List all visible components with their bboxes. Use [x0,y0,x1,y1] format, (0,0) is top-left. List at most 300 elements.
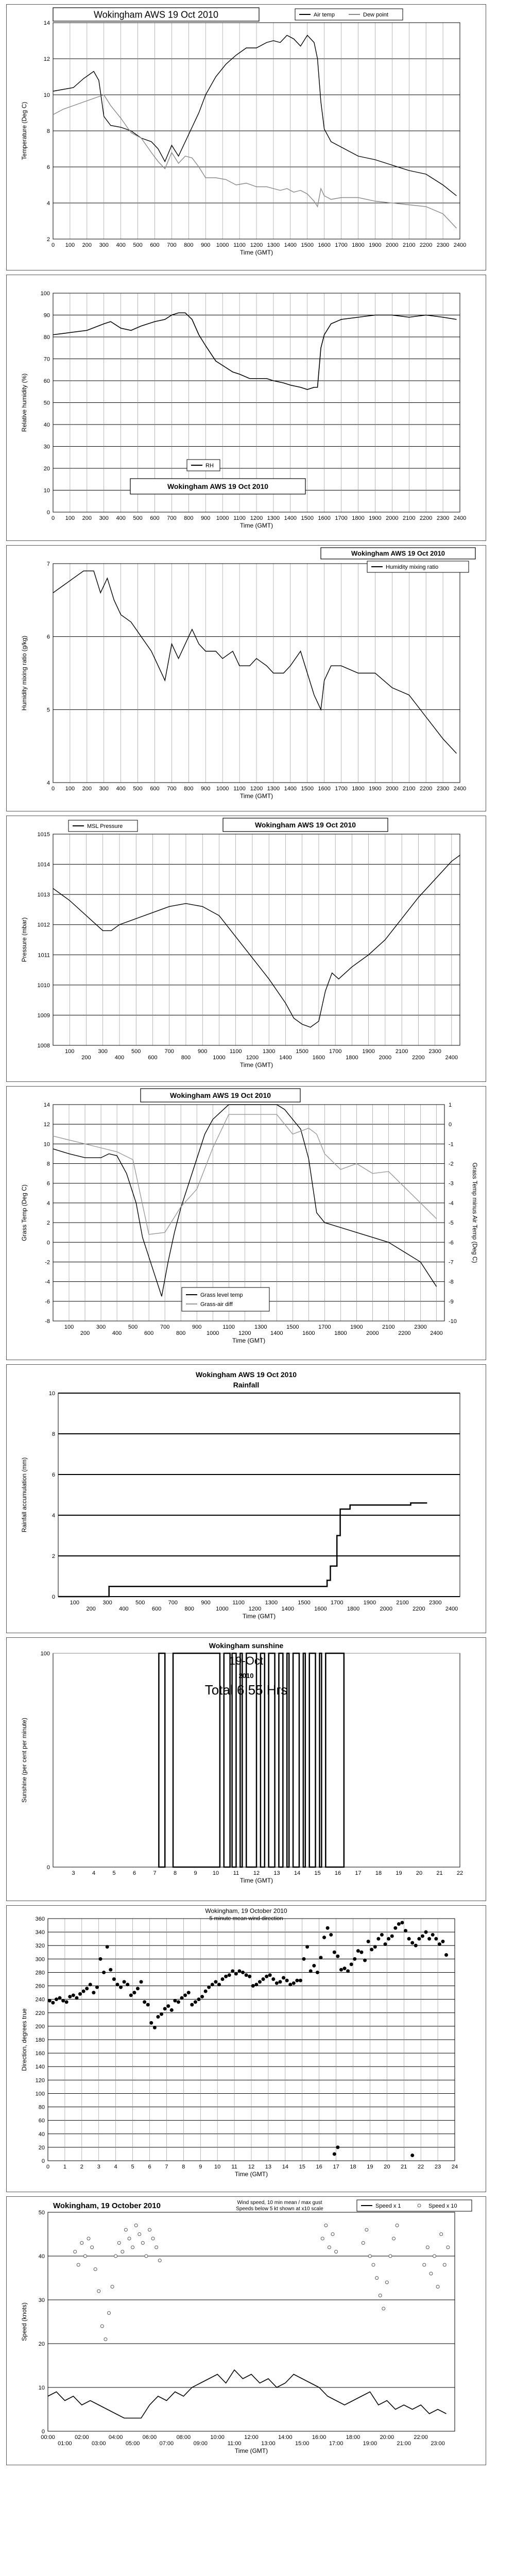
x-tick-label: 0 [51,242,55,248]
x-tick-label: 500 [133,515,143,521]
x-axis-label: Time (GMT) [239,792,273,800]
direction-point [224,1975,228,1978]
x-tick-label: 600 [150,786,160,792]
direction-point [444,1953,448,1957]
direction-point [316,1971,319,1974]
direction-point [180,1996,184,2000]
x-tick-label: 700 [167,786,177,792]
x-tick-label: 16:00 [312,2434,327,2441]
x-tick-label: 700 [168,1600,178,1606]
direction-point [99,1957,102,1961]
x-tick-label: 100 [65,515,75,521]
plot-area [53,834,460,1045]
speed-x10-point [331,2233,334,2236]
speed-x10-point [379,2294,382,2297]
x-tick-label: 1500 [301,786,314,792]
series-line [53,313,456,389]
direction-point [275,1981,279,1985]
direction-point [295,1979,299,1982]
x-tick-label: 300 [98,1048,108,1055]
speed-x10-point [151,2237,154,2240]
y-tick-label: 180 [35,2037,45,2043]
x-tick-label: 12 [253,1870,260,1876]
y-tick-label: 2 [46,236,50,243]
direction-point [333,2152,336,2156]
y-tick-label: 0 [46,1240,50,1246]
direction-point [149,2021,153,2025]
x-tick-label: 800 [181,1055,191,1061]
x-tick-label: 500 [131,1048,141,1055]
y-tick-label: 80 [43,334,50,341]
speed-x10-point [111,2285,114,2289]
direction-point [431,1933,435,1937]
direction-point [72,1993,75,1997]
y2-tick-label: -3 [449,1180,454,1187]
speed-x10-point [335,2250,338,2253]
x-tick-label: 900 [201,242,211,248]
x-tick-label: 09:00 [193,2441,208,2447]
legend-label: Grass-air diff [200,1301,233,1308]
y-tick-label: 60 [38,2117,45,2124]
wind-speed-chart [7,2197,486,2465]
speed-x10-point [385,2281,388,2284]
y-tick-label: 2 [52,1553,55,1560]
direction-point [268,1973,272,1977]
legend-label: Dew point [363,12,388,18]
x-tick-label: 9 [194,1870,197,1876]
x-tick-label: 900 [192,1324,202,1330]
y2-tick-label: -5 [449,1220,454,1227]
direction-point [346,1969,350,1973]
direction-point [407,1937,411,1941]
x-tick-label: 800 [184,515,194,521]
direction-point [410,1941,414,1945]
x-tick-label: 21 [436,1870,443,1876]
direction-point [136,1987,140,1990]
legend-label: Grass level temp [200,1292,243,1298]
sunshine-chart [7,1638,486,1901]
direction-point [183,1993,187,1997]
y-tick-label: 6 [52,1472,55,1478]
x-tick-label: 2300 [429,1600,442,1606]
x-tick-label: 1700 [330,1600,344,1606]
y2-tick-label: -4 [449,1200,454,1207]
direction-point [380,1933,384,1937]
sunny-period [325,1653,344,1867]
speed-x10-point [74,2250,77,2253]
y-tick-label: 220 [35,2010,45,2016]
x-tick-label: 1100 [222,1324,235,1330]
x-tick-label: 1600 [318,515,331,521]
x-tick-label: 13 [265,2164,272,2170]
rh-chart-panel [6,275,486,541]
speed-x10-point [321,2237,324,2240]
series-line [53,855,460,1027]
x-tick-label: 400 [116,242,126,248]
speed-x10-point [447,2246,450,2249]
x-tick-label: 400 [114,1055,125,1061]
x-tick-label: 1500 [301,242,314,248]
direction-point [333,1951,336,1954]
y-tick-label: 10 [43,487,50,494]
direction-point [305,1945,309,1948]
direction-point [393,1926,397,1930]
direction-point [434,1937,438,1941]
x-tick-label: 1000 [216,515,229,521]
x-tick-label: 2100 [396,1600,409,1606]
x-tick-label: 19 [396,1870,402,1876]
direction-point [417,1937,421,1941]
legend-label: MSL Pressure [87,823,123,829]
x-tick-label: 8 [182,2164,185,2170]
grass-chart-panel [6,1086,486,1360]
direction-point [292,1981,296,1985]
x-tick-label: 1600 [314,1606,327,1612]
x-tick-label: 11 [233,1870,239,1876]
direction-point [112,1977,116,1981]
y-tick-label: 50 [43,400,50,406]
x-tick-label: 1600 [318,242,331,248]
x-tick-label: 1700 [329,1048,342,1055]
x-tick-label: 7 [165,2164,168,2170]
direction-point [319,1956,322,1959]
legend [182,1287,269,1311]
speed-x10-point [443,2263,446,2266]
x-tick-label: 300 [99,786,109,792]
x-axis-label: Time (GMT) [234,2447,268,2454]
x-tick-label: 2100 [403,242,416,248]
x-tick-label: 2000 [386,786,399,792]
x-tick-label: 600 [151,1606,162,1612]
direction-point [363,1958,367,1962]
x-tick-label: 2200 [413,1606,425,1612]
x-tick-label: 1500 [298,1600,311,1606]
y-tick-label: 12 [43,1122,50,1128]
x-tick-label: 2000 [366,1330,379,1336]
x-tick-label: 700 [160,1324,170,1330]
y2-tick-label: -2 [449,1161,454,1167]
direction-point [48,1999,52,2003]
direction-point [258,1980,262,1984]
chart-title: Wokingham, 19 October 2010 [53,2201,161,2210]
y-tick-label: 0 [52,1594,55,1600]
y-tick-label: 10 [43,1141,50,1148]
speed-x10-point [141,2242,144,2245]
x-tick-label: 1800 [352,786,365,792]
x-tick-label: 800 [176,1330,186,1336]
x-tick-label: 2000 [386,242,399,248]
y-tick-label: 30 [43,444,50,450]
wind-speed-chart-panel [6,2196,486,2465]
direction-point [102,1971,106,1974]
x-tick-label: 1400 [279,1055,292,1061]
y-tick-label: 50 [38,2210,45,2216]
direction-point [95,1986,99,1989]
chart-date: 19-Oct [229,1654,264,1667]
wind-dir-chart-panel [6,1905,486,2192]
x-tick-label: 1800 [347,1606,360,1612]
x-tick-label: 1100 [233,242,246,248]
x-tick-label: 2300 [436,515,450,521]
x-tick-label: 2200 [419,242,433,248]
x-tick-label: 24 [451,2164,458,2170]
speed-x10-point [426,2246,429,2249]
x-tick-label: 200 [81,1055,91,1061]
speed-x10-point [83,2255,87,2258]
y-tick-label: -4 [45,1279,50,1285]
direction-point [322,1936,326,1939]
speed-x10-point [375,2277,379,2280]
x-tick-label: 100 [65,1048,75,1055]
air-temp-chart [7,5,486,270]
y-tick-label: 5 [46,707,50,714]
direction-point [400,1921,404,1924]
y-tick-label: 320 [35,1943,45,1950]
x-tick-label: 10:00 [210,2434,225,2441]
x-tick-label: 4 [114,2164,117,2170]
sunny-period [310,1653,316,1867]
direction-point [299,1979,302,1982]
speed-x10-point [392,2237,396,2240]
direction-point [78,1992,82,1996]
direction-point [55,1997,58,2001]
x-tick-label: 1700 [335,515,348,521]
direction-point [89,1982,92,1986]
chart-title: Wokingham AWS 19 Oct 2010 [195,1370,297,1379]
direction-point [221,1977,225,1981]
x-axis-label: Time (GMT) [242,1613,276,1620]
direction-point [126,1982,129,1986]
x-axis-label: Time (GMT) [234,2171,268,2178]
speed-x10-point [423,2263,426,2266]
direction-point [421,1934,424,1938]
x-tick-label: 2200 [419,515,433,521]
direction-point [85,1987,89,1990]
x-tick-label: 22 [456,1870,464,1876]
direction-point [204,1990,208,1993]
direction-point [228,1973,231,1977]
x-tick-label: 05:00 [125,2441,140,2447]
x-tick-label: 300 [102,1600,112,1606]
direction-point [82,1990,85,1993]
y-tick-label: 1014 [37,861,50,868]
direction-point [68,1995,72,1998]
y-tick-label: 100 [40,291,50,297]
mixing-ratio-chart [7,546,486,811]
x-tick-label: 01:00 [58,2441,72,2447]
direction-point [119,1986,123,1989]
x-tick-label: 100 [65,242,75,248]
x-tick-label: 1400 [270,1330,283,1336]
direction-point [336,1955,339,1958]
legend-swatch [418,2204,421,2207]
x-tick-label: 200 [82,786,92,792]
sunny-period [293,1653,299,1867]
x-tick-label: 13:00 [261,2441,276,2447]
x-tick-label: 1600 [312,1055,325,1061]
speed-x10-point [436,2285,439,2289]
x-tick-label: 200 [82,242,92,248]
y2-tick-label: -1 [449,1141,454,1148]
mix-chart-panel [6,545,486,811]
y-tick-label: 1015 [37,832,50,838]
chart-title: Wokingham sunshine [209,1641,284,1650]
direction-point [441,1940,444,1943]
speed-x10-point [368,2255,371,2258]
x-tick-label: 1300 [267,242,280,248]
direction-point [285,1979,289,1982]
direction-point [58,1996,62,2000]
y-tick-label: 40 [38,2253,45,2260]
x-tick-label: 1300 [267,515,280,521]
x-tick-label: 1000 [216,786,229,792]
x-tick-label: 9 [199,2164,202,2170]
x-tick-label: 15 [314,1870,321,1876]
x-tick-label: 700 [167,242,177,248]
direction-point [207,1986,211,1989]
plot-area [58,1393,460,1597]
direction-point [397,1922,401,1926]
direction-point [312,1964,316,1968]
direction-point [248,1975,251,1978]
y-tick-label: 4 [52,1513,55,1519]
sunny-period [303,1653,305,1867]
speed-x10-point [77,2263,80,2266]
direction-point [200,1995,204,1998]
direction-point [194,2000,197,2004]
chart-title: Wokingham, 19 October 2010 [205,1907,287,1914]
x-tick-label: 12:00 [244,2434,259,2441]
x-tick-label: 1900 [369,786,382,792]
x-axis-label: Time (GMT) [232,1337,266,1344]
y-tick-label: 20 [43,466,50,472]
direction-point [129,1993,133,1997]
direction-point [214,1980,217,1984]
y-tick-label: 90 [43,312,50,319]
chart-subtitle: 5 minute mean wind direction [209,1916,283,1922]
direction-point [187,1991,191,1994]
direction-point [163,2007,167,2010]
direction-point [51,2001,55,2005]
x-tick-label: 1000 [213,1055,226,1061]
speed-x10-point [80,2242,83,2245]
x-tick-label: 0 [51,786,55,792]
direction-point [123,1980,126,1984]
x-tick-label: 400 [119,1606,129,1612]
x-tick-label: 1600 [302,1330,315,1336]
speed-x10-point [430,2272,433,2275]
x-tick-label: 2300 [436,786,450,792]
y-tick-label: 60 [43,378,50,384]
direction-point [271,1977,275,1981]
x-tick-label: 2400 [430,1330,443,1336]
x-tick-label: 00:00 [41,2434,55,2441]
direction-point [302,1957,306,1961]
y-tick-label: 8 [46,128,50,134]
direction-point [384,1942,387,1946]
direction-point [356,1949,360,1953]
y-tick-label: -2 [45,1259,50,1266]
y-tick-label: 40 [38,2131,45,2138]
x-tick-label: 1900 [350,1324,363,1330]
direction-point [190,2003,194,2007]
x-tick-label: 400 [116,515,126,521]
chart-subtitle: Speeds below 5 kt shown at x10 scale [236,2206,323,2212]
y-tick-label: 4 [46,780,50,786]
y-tick-label: 30 [38,2297,45,2303]
x-tick-label: 1800 [346,1055,358,1061]
direction-point [234,1972,238,1976]
direction-point [254,1982,258,1986]
x-tick-label: 100 [64,1324,74,1330]
x-tick-label: 1200 [250,515,263,521]
x-tick-label: 23 [434,2164,441,2170]
x-tick-label: 21 [401,2164,407,2170]
direction-point [376,1937,380,1941]
speed-x10-point [131,2246,134,2249]
direction-point [262,1977,265,1981]
direction-point [373,1945,377,1948]
x-tick-label: 6 [148,2164,151,2170]
x-tick-label: 800 [184,786,194,792]
y-tick-label: 160 [35,2050,45,2057]
direction-point [410,2154,414,2157]
speed-x10-point [324,2224,328,2227]
y-tick-label: 14 [43,1102,50,1108]
x-tick-label: 100 [70,1600,80,1606]
speed-x10-point [91,2246,94,2249]
direction-point [106,1945,109,1948]
x-tick-label: 10 [212,1870,219,1876]
pressure-chart-panel [6,816,486,1082]
y-tick-label: -8 [45,1318,50,1325]
x-tick-label: 1100 [233,515,246,521]
x-tick-label: 1300 [265,1600,278,1606]
x-tick-label: 0 [51,515,55,521]
x-tick-label: 2400 [453,786,467,792]
chart-title: Wokingham AWS 19 Oct 2010 [167,482,269,490]
x-tick-label: 900 [198,1048,208,1055]
x-tick-label: 02:00 [75,2434,89,2441]
x-tick-label: 17 [333,2164,339,2170]
direction-point [353,1957,356,1961]
x-tick-label: 16 [316,2164,322,2170]
direction-point [109,1968,112,1972]
x-tick-label: 2300 [436,242,450,248]
direction-point [140,1980,143,1984]
direction-point [115,1982,119,1986]
y-axis-label: Direction, degrees true [21,2008,28,2071]
direction-point [92,1991,95,1994]
x-tick-label: 2000 [380,1606,392,1612]
direction-point [143,2000,146,2004]
speed-x10-point [155,2246,158,2249]
series-line [53,571,456,753]
speed-x10-point [138,2233,141,2236]
x-tick-label: 2100 [403,515,416,521]
x-tick-label: 5 [131,2164,134,2170]
x-tick-label: 4 [92,1870,96,1876]
x-tick-label: 19:00 [363,2441,377,2447]
series-line [58,1503,427,1597]
direction-point [231,1969,234,1973]
x-tick-label: 20:00 [380,2434,394,2441]
speed-x10-point [382,2307,385,2310]
y2-tick-label: -10 [449,1318,457,1325]
x-tick-label: 1700 [335,786,348,792]
y2-tick-label: -7 [449,1259,454,1266]
x-tick-label: 8 [173,1870,177,1876]
